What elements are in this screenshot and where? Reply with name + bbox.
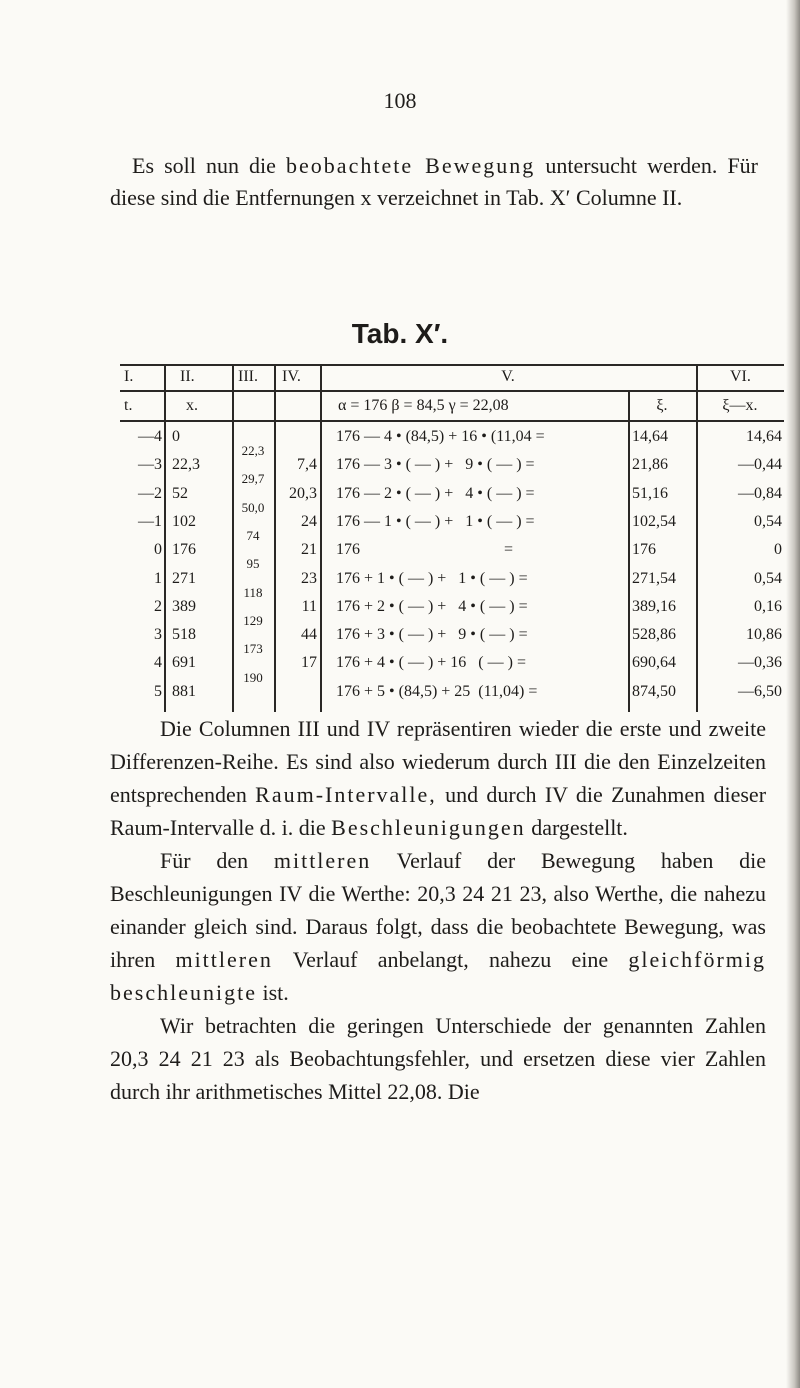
cell-diff2: 7,4 [297,456,317,474]
intro-text-2: untersucht werden. Für diese sind die Entfernungen x verzeichnet in Tab. X′ Columne II. [110,153,759,210]
cell-x: 176 [172,541,196,559]
p1-emphasis-1: Raum-Intervalle, [255,782,437,807]
p2-emphasis-1: mittleren [273,848,372,873]
cell-formula: 176 + 3 • ( — ) + 9 • ( — ) = [336,626,528,644]
cell-xi: 528,86 [632,626,676,644]
cell-diff2: 17 [301,654,317,672]
intro-emphasis: beobachtete Bewegung [286,153,536,178]
cell-xi: 14,64 [632,428,668,445]
p1-emphasis-2: Beschleunigungen [331,815,526,840]
cell-diff1: 129 [243,612,263,628]
subheader-diff: ξ—x. [722,397,758,414]
p2-text-a: Für den [160,848,249,873]
cell-t: 4 [154,654,162,672]
cell-diff2: 11 [301,597,317,615]
cell-diff: 14,64 [746,428,782,445]
table-col-divider-4 [320,364,322,712]
cell-diff2: 23 [301,569,317,587]
cell-diff: 0,54 [754,512,782,530]
cell-x: 102 [172,512,196,530]
header-col-3: III. [238,368,258,385]
cell-diff: —0,36 [738,654,782,672]
subheader-x: x. [186,397,198,414]
body-text [110,712,766,1108]
cell-xi: 21,86 [632,456,668,474]
table-header-rule [120,390,784,392]
p2-text-d: ist. [262,980,289,1005]
cell-x: 389 [172,597,196,615]
cell-diff1: 118 [243,584,263,600]
cell-t: —4 [138,428,162,445]
cell-diff1: 29,7 [241,471,265,487]
cell-t: —2 [138,484,162,502]
cell-diff: 10,86 [746,626,782,644]
cell-diff: —0,84 [738,484,782,502]
p1-text-c: dargestellt. [531,815,628,840]
cell-formula: 176 + 4 • ( — ) + 16 ( — ) = [336,654,526,672]
p1-text-a: Die Columnen III und IV repräsentiren wieder die erste und zweite Differenzen-Reihe. Es sind also wiederum durch III die den Einzelzeiten entsprechenden [110,716,766,807]
cell-xi: 874,50 [632,682,676,700]
cell-formula: 176 — 2 • ( — ) + 4 • ( — ) = [336,484,535,502]
cell-xi: 690,64 [632,654,676,672]
cell-t: 5 [154,682,162,700]
cell-diff2: 44 [301,626,317,644]
cell-diff1: 190 [243,669,263,685]
cell-x: 271 [172,569,196,587]
cell-xi: 176 [632,541,656,559]
cell-diff1: 173 [243,641,263,657]
p2-emphasis-3: gleichförmig beschleunigte [110,947,767,1005]
cell-formula: 176 = [336,541,514,559]
cell-xi: 51,16 [632,484,668,502]
subheader-formula: α = 176 β = 84,5 γ = 22,08 [338,397,509,414]
cell-diff1: 95 [246,556,260,572]
paragraph-2 [110,844,766,1009]
p2-text-b: Verlauf der Bewegung haben die Beschleunigungen IV die Werthe: 20,3 24 21 23, also Werthe, die nahezu einander gleich sind. Daraus folgt, dass die beobachtete Bewegung, was ihren [110,848,766,972]
cell-diff1: 22,3 [241,443,265,459]
cell-diff: 0,54 [754,569,782,587]
cell-formula: 176 + 1 • ( — ) + 1 • ( — ) = [336,569,528,587]
header-col-1: I. [124,368,134,385]
cell-x: 881 [172,682,196,700]
cell-formula: 176 + 2 • ( — ) + 4 • ( — ) = [336,597,528,615]
cell-diff: —6,50 [738,682,782,700]
cell-t: 2 [154,597,162,615]
cell-diff2: 21 [301,541,317,559]
cell-t: 3 [154,626,162,644]
p3-text: Wir betrachten die geringen Unterschiede der genannten Zahlen 20,3 24 21 23 als Beobachtungsfehler, und ersetzen diese vier Zahlen durch ihr arithmetisches Mittel 22,08. Die [110,1013,766,1104]
page-edge-shadow [786,0,800,1388]
p2-text-c: Verlauf anbelangt, nahezu eine [292,947,609,972]
cell-x: 22,3 [172,456,200,474]
page-number: 108 [383,88,417,113]
cell-x: 518 [172,626,196,644]
subheader-xi: ξ. [656,397,668,414]
cell-formula: 176 + 5 • (84,5) + 25 (11,04) = [336,682,538,700]
cell-formula: 176 — 3 • ( — ) + 9 • ( — ) = [336,456,535,474]
table-col-divider-5a [628,392,630,712]
header-col-5: V. [501,368,515,385]
paragraph-1 [110,712,766,844]
cell-t: —3 [138,456,162,474]
header-col-2: II. [180,368,195,385]
intro-text-1: Es soll nun die [132,153,276,178]
subheader-t: t. [124,397,133,414]
p1-text-b: und durch IV die Zunahmen dieser Raum-Intervalle d. i. die [110,782,767,840]
cell-diff2: 24 [301,512,317,530]
cell-diff: 0 [774,541,782,559]
table-subheader-rule [120,420,784,422]
cell-x: 52 [172,484,188,502]
intro-paragraph [110,150,758,214]
cell-t: 1 [154,569,162,587]
cell-diff: —0,44 [738,456,782,474]
cell-x: 691 [172,654,196,672]
cell-diff2: 20,3 [289,484,317,502]
data-table [120,362,784,712]
cell-xi: 271,54 [632,569,676,587]
header-col-6: VI. [730,368,751,385]
p2-emphasis-2: mittleren [175,947,273,972]
cell-t: 0 [154,541,162,559]
cell-formula: 176 — 4 • (84,5) + 16 • (11,04 = [336,428,545,445]
cell-diff1: 74 [246,528,260,544]
cell-x: 0 [172,428,180,445]
cell-formula: 176 — 1 • ( — ) + 1 • ( — ) = [336,512,535,530]
table-title: Tab. X′. [351,318,449,349]
cell-diff1: 50,0 [241,499,265,515]
cell-xi: 102,54 [632,512,676,530]
cell-xi: 389,16 [632,597,676,615]
table-top-rule [120,364,784,366]
cell-t: —1 [138,512,162,530]
paragraph-3 [110,1009,766,1108]
cell-diff: 0,16 [754,597,782,615]
header-col-4: IV. [282,368,301,385]
table-col-divider-1 [164,364,166,712]
